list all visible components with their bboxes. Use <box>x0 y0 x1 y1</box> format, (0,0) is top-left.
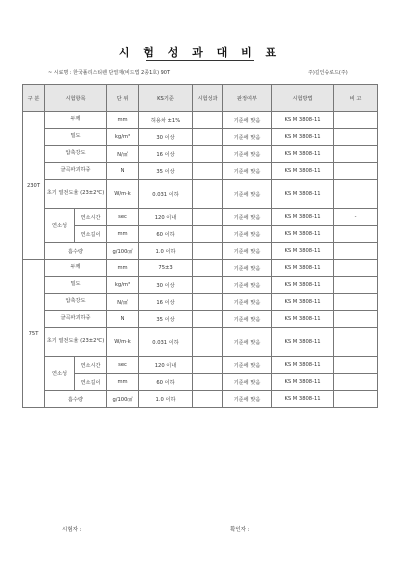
item-cell: 압축강도 <box>45 294 107 311</box>
test-result-cell <box>193 129 223 146</box>
judgment-cell: 기준에 맞음 <box>223 243 272 260</box>
item-cell: 굴곡파괴하중 <box>45 311 107 328</box>
test-results-table <box>22 84 378 408</box>
combustion-sub-item: 연소길이 <box>75 374 107 391</box>
remark-cell: - <box>334 209 378 226</box>
remark-cell <box>334 129 378 146</box>
item-cell: 밀도 <box>45 129 107 146</box>
judgment-cell: 기준에 맞음 <box>223 226 272 243</box>
remark-cell <box>334 277 378 294</box>
item-cell: 두께 <box>45 112 107 129</box>
ks-standard-cell: 허용차 ±1% <box>139 112 193 129</box>
remark-cell <box>334 243 378 260</box>
test-result-cell <box>193 209 223 226</box>
judgment-cell: 기준에 맞음 <box>223 311 272 328</box>
unit-cell: mm <box>107 112 139 129</box>
test-method-cell: KS M 3808-11 <box>272 146 334 163</box>
test-method-cell: KS M 3808-11 <box>272 129 334 146</box>
test-result-cell <box>193 311 223 328</box>
header-ks-standard: KS기준 <box>139 85 193 112</box>
test-result-cell <box>193 277 223 294</box>
ks-standard-cell: 120 이내 <box>139 209 193 226</box>
test-method-cell: KS M 3808-11 <box>272 226 334 243</box>
unit-cell: g/100㎠ <box>107 243 139 260</box>
test-method-cell: KS M 3808-11 <box>272 277 334 294</box>
judgment-cell: 기준에 맞음 <box>223 277 272 294</box>
item-cell: 흡수량 <box>45 391 107 408</box>
item-cell: 초기 열전도율 (23±2℃) <box>45 180 107 209</box>
item-cell: 초기 열전도율 (23±2℃) <box>45 328 107 357</box>
test-method-cell: KS M 3808-11 <box>272 391 334 408</box>
ks-standard-cell: 1.0 이하 <box>139 243 193 260</box>
header-unit: 단 위 <box>107 85 139 112</box>
table-row <box>23 129 378 146</box>
ks-standard-cell: 60 이하 <box>139 226 193 243</box>
table-row <box>23 243 378 260</box>
group-label: 230T <box>23 112 45 260</box>
item-cell: 두께 <box>45 260 107 277</box>
item-cell: 굴곡파괴하중 <box>45 163 107 180</box>
judgment-cell: 기준에 맞음 <box>223 209 272 226</box>
test-result-cell <box>193 294 223 311</box>
test-result-cell <box>193 226 223 243</box>
remark-cell <box>334 226 378 243</box>
table-row <box>23 374 378 391</box>
table-row <box>23 180 378 209</box>
test-method-cell: KS M 3808-11 <box>272 357 334 374</box>
header-test-result: 시험성과 <box>193 85 223 112</box>
judgment-cell: 기준에 맞음 <box>223 357 272 374</box>
sample-name: ~ 시료명 : 한국폴리스티렌 단열재(비드법 2종1호) 90T <box>48 70 171 76</box>
table-row <box>23 391 378 408</box>
test-method-cell: KS M 3808-11 <box>272 311 334 328</box>
combustion-label: 연소성 <box>45 357 75 391</box>
remark-cell <box>334 146 378 163</box>
unit-cell: N <box>107 311 139 328</box>
ks-standard-cell: 16 이상 <box>139 294 193 311</box>
combustion-sub-item: 연소시간 <box>75 357 107 374</box>
test-method-cell: KS M 3808-11 <box>272 260 334 277</box>
item-cell: 흡수량 <box>45 243 107 260</box>
remark-cell <box>334 163 378 180</box>
table-row <box>23 260 378 277</box>
judgment-cell: 기준에 맞음 <box>223 374 272 391</box>
header-remarks: 비 고 <box>334 85 378 112</box>
test-method-cell: KS M 3808-11 <box>272 209 334 226</box>
group-label: 75T <box>23 260 45 408</box>
table-row <box>23 209 378 226</box>
ks-standard-cell: 16 이상 <box>139 146 193 163</box>
unit-cell: W/m·k <box>107 328 139 357</box>
unit-cell: mm <box>107 260 139 277</box>
combustion-sub-item: 연소시간 <box>75 209 107 226</box>
judgment-cell: 기준에 맞음 <box>223 294 272 311</box>
unit-cell: g/100㎠ <box>107 391 139 408</box>
remark-cell <box>334 260 378 277</box>
table-row <box>23 277 378 294</box>
unit-cell: mm <box>107 226 139 243</box>
test-result-cell <box>193 357 223 374</box>
remark-cell <box>334 328 378 357</box>
table-row <box>23 226 378 243</box>
tester-label: 시험자 : <box>62 527 82 533</box>
ks-standard-cell: 0.031 이하 <box>139 180 193 209</box>
ks-standard-cell: 35 이상 <box>139 311 193 328</box>
test-method-cell: KS M 3808-11 <box>272 328 334 357</box>
document-title: 시 험 성 과 대 비 표 <box>118 46 282 59</box>
ks-standard-cell: 35 이상 <box>139 163 193 180</box>
table-row <box>23 328 378 357</box>
judgment-cell: 기준에 맞음 <box>223 112 272 129</box>
test-result-cell <box>193 112 223 129</box>
header-judgment: 판정여부 <box>223 85 272 112</box>
ks-standard-cell: 30 이상 <box>139 277 193 294</box>
judgment-cell: 기준에 맞음 <box>223 146 272 163</box>
combustion-sub-item: 연소길이 <box>75 226 107 243</box>
unit-cell: kg/m³ <box>107 129 139 146</box>
checker-label: 확인자 : <box>230 527 250 533</box>
judgment-cell: 기준에 맞음 <box>223 163 272 180</box>
ks-standard-cell: 30 이상 <box>139 129 193 146</box>
test-method-cell: KS M 3808-11 <box>272 294 334 311</box>
item-cell: 압축강도 <box>45 146 107 163</box>
item-cell: 밀도 <box>45 277 107 294</box>
unit-cell: sec <box>107 209 139 226</box>
unit-cell: W/m·k <box>107 180 139 209</box>
table-row <box>23 112 378 129</box>
judgment-cell: 기준에 맞음 <box>223 328 272 357</box>
table-row <box>23 357 378 374</box>
ks-standard-cell: 60 이하 <box>139 374 193 391</box>
judgment-cell: 기준에 맞음 <box>223 129 272 146</box>
test-result-cell <box>193 180 223 209</box>
company-name: 주)길인슈로드(주) <box>308 70 348 76</box>
remark-cell <box>334 112 378 129</box>
unit-cell: N <box>107 163 139 180</box>
table-row <box>23 163 378 180</box>
test-result-cell <box>193 243 223 260</box>
test-method-cell: KS M 3808-11 <box>272 112 334 129</box>
test-method-cell: KS M 3808-11 <box>272 243 334 260</box>
remark-cell <box>334 180 378 209</box>
unit-cell: mm <box>107 374 139 391</box>
ks-standard-cell: 75±3 <box>139 260 193 277</box>
ks-standard-cell: 1.0 이하 <box>139 391 193 408</box>
table-header-row <box>23 85 378 112</box>
table-row <box>23 294 378 311</box>
test-result-cell <box>193 260 223 277</box>
header-division: 구 분 <box>23 85 45 112</box>
judgment-cell: 기준에 맞음 <box>223 391 272 408</box>
remark-cell <box>334 374 378 391</box>
title-underline <box>146 60 254 61</box>
unit-cell: N/㎠ <box>107 294 139 311</box>
remark-cell <box>334 294 378 311</box>
unit-cell: sec <box>107 357 139 374</box>
unit-cell: N/㎠ <box>107 146 139 163</box>
ks-standard-cell: 120 이내 <box>139 357 193 374</box>
test-method-cell: KS M 3808-11 <box>272 163 334 180</box>
table-row <box>23 146 378 163</box>
test-result-cell <box>193 146 223 163</box>
judgment-cell: 기준에 맞음 <box>223 180 272 209</box>
header-test-method: 시험방법 <box>272 85 334 112</box>
unit-cell: kg/m³ <box>107 277 139 294</box>
remark-cell <box>334 391 378 408</box>
header-item: 시험항목 <box>45 85 107 112</box>
test-result-cell <box>193 391 223 408</box>
test-result-cell <box>193 163 223 180</box>
remark-cell <box>334 357 378 374</box>
remark-cell <box>334 311 378 328</box>
test-method-cell: KS M 3808-11 <box>272 180 334 209</box>
judgment-cell: 기준에 맞음 <box>223 260 272 277</box>
test-result-cell <box>193 374 223 391</box>
ks-standard-cell: 0.031 이하 <box>139 328 193 357</box>
combustion-label: 연소성 <box>45 209 75 243</box>
table-row <box>23 311 378 328</box>
test-result-cell <box>193 328 223 357</box>
test-method-cell: KS M 3808-11 <box>272 374 334 391</box>
